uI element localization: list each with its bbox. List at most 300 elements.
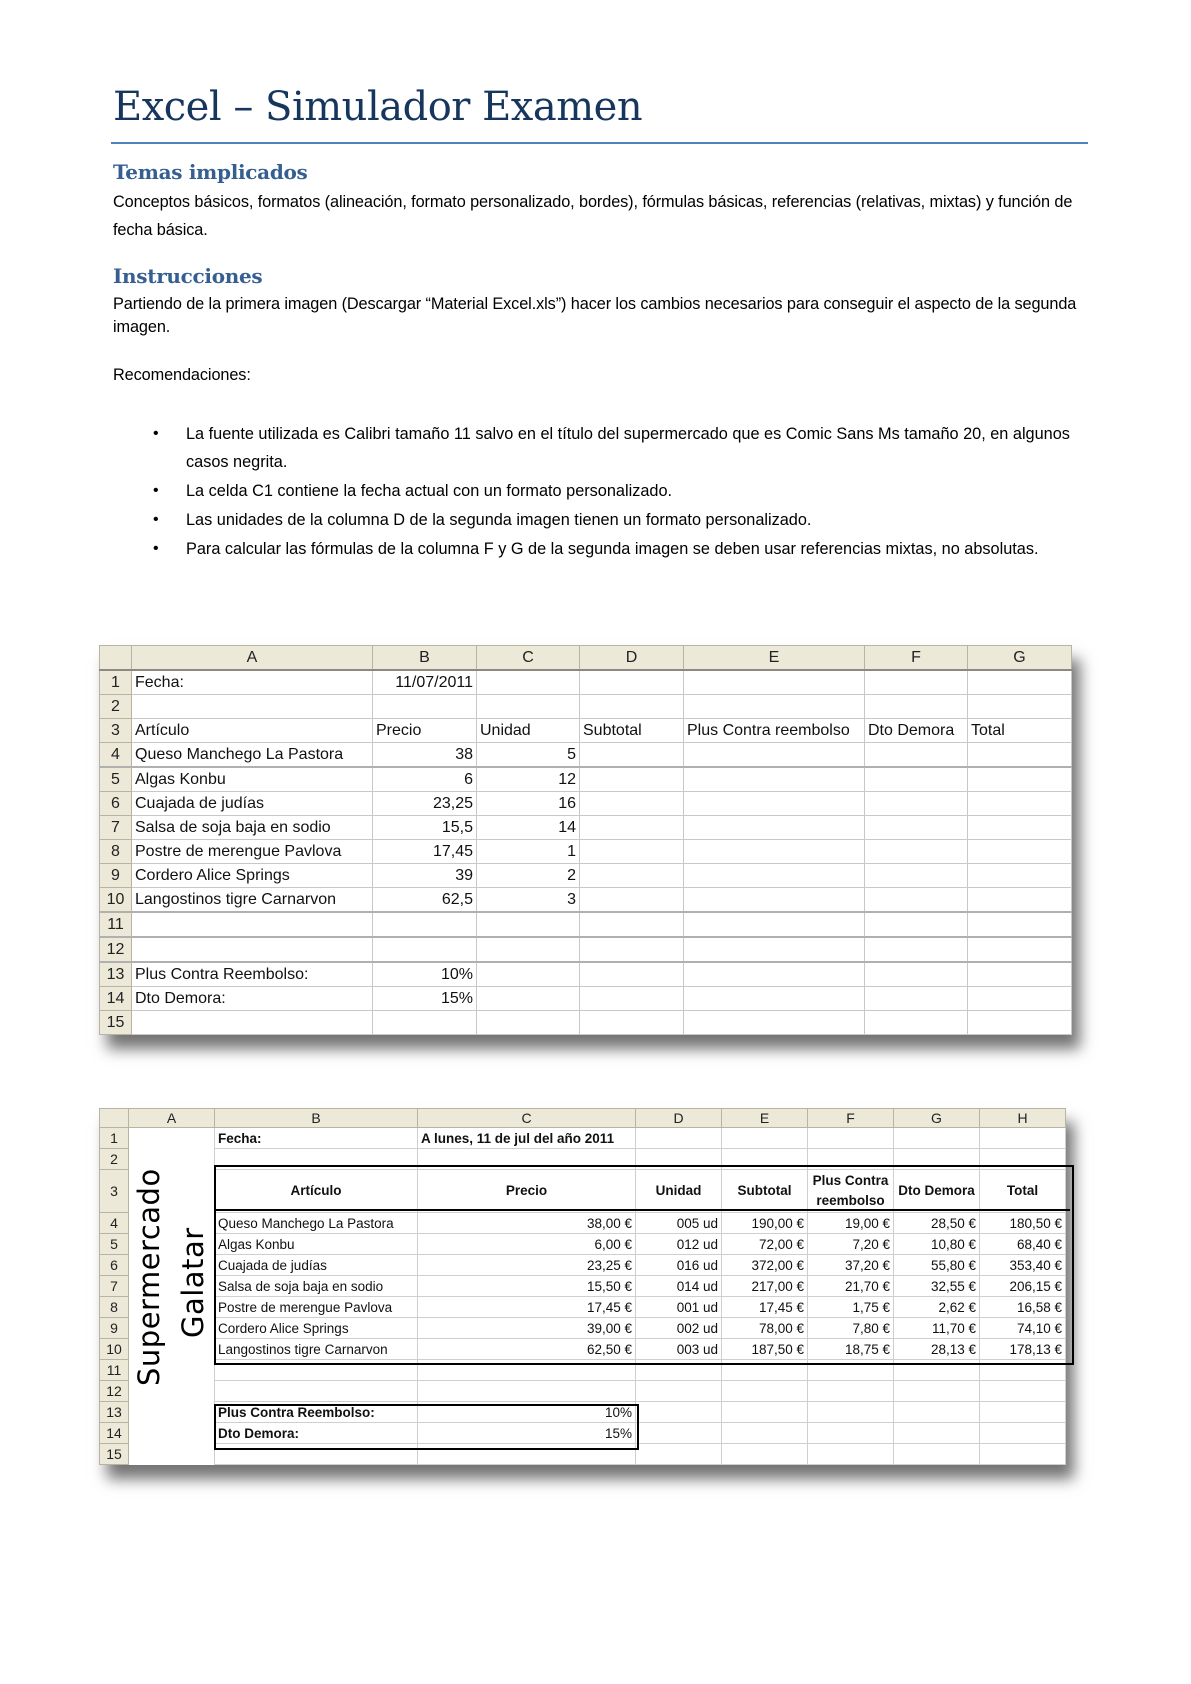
recommendation-item: • La celda C1 contiene la fecha actual con un formato personalizado. xyxy=(113,477,1093,505)
cell-d8[interactable]: 001 ud xyxy=(636,1297,722,1318)
sheet-row xyxy=(100,816,1072,840)
recommendation-item: • La fuente utilizada es Calibri tamaño 11 salvo en el título del supermercado que es Comic Sans Ms tamaño 20, en algunos casos negrita. xyxy=(113,420,1093,476)
cell-c13[interactable] xyxy=(477,962,580,987)
cell-b9[interactable]: Cordero Alice Springs xyxy=(215,1318,418,1339)
cell-a2[interactable] xyxy=(132,695,373,719)
cell-f2[interactable] xyxy=(808,1149,894,1170)
cell-a2[interactable] xyxy=(129,1149,215,1170)
row-header[interactable]: 6 xyxy=(100,1255,129,1276)
cell-a3[interactable]: Artículo xyxy=(132,719,373,743)
cell-f12[interactable] xyxy=(865,937,968,962)
cell-g4[interactable] xyxy=(968,743,1072,768)
cell-e2[interactable] xyxy=(684,695,865,719)
cell-b14[interactable]: Dto Demora: xyxy=(215,1423,418,1444)
document-title: Excel – Simulador Examen xyxy=(113,84,643,130)
cell-f5[interactable]: 7,20 € xyxy=(808,1234,894,1255)
cell-g5[interactable] xyxy=(968,767,1072,792)
cell-f3[interactable]: Dto Demora xyxy=(865,719,968,743)
cell-g7[interactable] xyxy=(968,816,1072,840)
cell-g12[interactable] xyxy=(968,937,1072,962)
cell-e1[interactable] xyxy=(684,670,865,695)
section-body-temas: Conceptos básicos, formatos (alineación, formato personalizado, bordes), fórmulas básicas, referencias (relativas, mixtas) y función de fecha básica. xyxy=(113,193,1073,239)
cell-b8[interactable]: 17,45 xyxy=(373,840,477,864)
spreadsheet-original xyxy=(99,645,1072,1035)
section-body-instrucciones: Partiendo de la primera imagen (Descargar “Material Excel.xls”) hacer los cambios necesarios para conseguir el aspecto de la segunda imagen. xyxy=(113,295,1077,336)
cell-d6[interactable] xyxy=(580,792,684,816)
cell-b4[interactable]: 38 xyxy=(373,743,477,768)
select-all-corner[interactable] xyxy=(100,646,132,671)
cell-d15[interactable] xyxy=(636,1444,722,1465)
sheet-row xyxy=(100,1213,1066,1234)
cell-g13[interactable] xyxy=(968,962,1072,987)
cell-g1[interactable] xyxy=(968,670,1072,695)
sheet-row xyxy=(100,1381,1066,1402)
cell-h11[interactable] xyxy=(980,1360,1066,1381)
cell-f9[interactable] xyxy=(865,864,968,888)
cell-e8[interactable] xyxy=(684,840,865,864)
cell-g5[interactable]: 10,80 € xyxy=(894,1234,980,1255)
cell-h7[interactable]: 206,15 € xyxy=(980,1276,1066,1297)
cell-d1[interactable] xyxy=(580,670,684,695)
column-header-d[interactable]: D xyxy=(580,646,684,671)
cell-e15[interactable] xyxy=(684,1011,865,1035)
cell-c15[interactable] xyxy=(418,1444,636,1465)
cell-e3[interactable]: Subtotal xyxy=(722,1170,808,1213)
cell-c12[interactable] xyxy=(418,1381,636,1402)
cell-a14[interactable]: Dto Demora: xyxy=(132,987,373,1011)
cell-b14[interactable]: 15% xyxy=(373,987,477,1011)
cell-e9[interactable] xyxy=(684,864,865,888)
cell-d4[interactable] xyxy=(580,743,684,768)
cell-b13[interactable]: Plus Contra Reembolso: xyxy=(215,1402,418,1423)
cell-c10[interactable]: 62,50 € xyxy=(418,1339,636,1360)
cell-d9[interactable]: 002 ud xyxy=(636,1318,722,1339)
cell-b8[interactable]: Postre de merengue Pavlova xyxy=(215,1297,418,1318)
row-header[interactable]: 13 xyxy=(100,962,132,987)
cell-c12[interactable] xyxy=(477,937,580,962)
cell-g2[interactable] xyxy=(894,1149,980,1170)
cell-f13[interactable] xyxy=(808,1402,894,1423)
cell-e10[interactable] xyxy=(684,888,865,913)
sheet-row xyxy=(100,1255,1066,1276)
row-header[interactable]: 7 xyxy=(100,816,132,840)
cell-d5[interactable]: 012 ud xyxy=(636,1234,722,1255)
cell-d12[interactable] xyxy=(580,937,684,962)
cell-c3[interactable]: Unidad xyxy=(477,719,580,743)
cell-g15[interactable] xyxy=(968,1011,1072,1035)
cell-d14[interactable] xyxy=(636,1423,722,1444)
sheet-row xyxy=(100,962,1072,987)
sheet-row xyxy=(100,1276,1066,1297)
row-header[interactable]: 12 xyxy=(100,937,132,962)
cell-g6[interactable]: 55,80 € xyxy=(894,1255,980,1276)
cell-d6[interactable]: 016 ud xyxy=(636,1255,722,1276)
cell-g7[interactable]: 32,55 € xyxy=(894,1276,980,1297)
sheet-row xyxy=(100,719,1072,743)
cell-f14[interactable] xyxy=(808,1423,894,1444)
cell-e7[interactable]: 217,00 € xyxy=(722,1276,808,1297)
row-header[interactable]: 14 xyxy=(100,987,132,1011)
cell-e6[interactable] xyxy=(684,792,865,816)
cell-e5[interactable] xyxy=(684,767,865,792)
cell-g14[interactable] xyxy=(968,987,1072,1011)
cell-a5[interactable]: Algas Konbu xyxy=(132,767,373,792)
cell-b7[interactable]: Salsa de soja baja en sodio xyxy=(215,1276,418,1297)
cell-c2[interactable] xyxy=(477,695,580,719)
cell-b5[interactable]: Algas Konbu xyxy=(215,1234,418,1255)
cell-d13[interactable] xyxy=(580,962,684,987)
bullet-icon: • xyxy=(153,511,159,528)
cell-d3[interactable]: Subtotal xyxy=(580,719,684,743)
cell-h9[interactable]: 74,10 € xyxy=(980,1318,1066,1339)
cell-a13[interactable] xyxy=(129,1402,215,1423)
column-header-a[interactable]: A xyxy=(132,646,373,671)
cell-d3[interactable]: Unidad xyxy=(636,1170,722,1213)
cell-e14[interactable] xyxy=(684,987,865,1011)
cell-b12[interactable] xyxy=(215,1381,418,1402)
row-header[interactable]: 12 xyxy=(100,1381,129,1402)
cell-g2[interactable] xyxy=(968,695,1072,719)
cell-g3[interactable]: Total xyxy=(968,719,1072,743)
cell-c13[interactable]: 10% xyxy=(418,1402,636,1423)
cell-h13[interactable] xyxy=(980,1402,1066,1423)
row-header[interactable]: 10 xyxy=(100,888,132,913)
sheet-row xyxy=(100,767,1072,792)
recommendations-list xyxy=(113,420,1093,564)
bullet-icon: • xyxy=(153,425,159,442)
cell-e1[interactable] xyxy=(722,1128,808,1149)
cell-g3[interactable]: Dto Demora xyxy=(894,1170,980,1213)
sheet-row xyxy=(100,840,1072,864)
cell-c10[interactable]: 3 xyxy=(477,888,580,913)
column-header-g[interactable]: G xyxy=(968,646,1072,671)
cell-f13[interactable] xyxy=(865,962,968,987)
cell-e15[interactable] xyxy=(722,1444,808,1465)
cell-d10[interactable]: 003 ud xyxy=(636,1339,722,1360)
cell-a9[interactable]: Cordero Alice Springs xyxy=(132,864,373,888)
column-header-c[interactable]: C xyxy=(418,1109,636,1128)
sheet-row xyxy=(100,1149,1066,1170)
cell-h6[interactable]: 353,40 € xyxy=(980,1255,1066,1276)
row-header[interactable]: 14 xyxy=(100,1423,129,1444)
cell-h1[interactable] xyxy=(980,1128,1066,1149)
cell-d7[interactable]: 014 ud xyxy=(636,1276,722,1297)
column-header-b[interactable]: B xyxy=(215,1109,418,1128)
sheet-row xyxy=(100,743,1072,768)
cell-g11[interactable] xyxy=(894,1360,980,1381)
cell-f11[interactable] xyxy=(808,1360,894,1381)
cell-b3[interactable]: Precio xyxy=(373,719,477,743)
cell-a8[interactable]: Postre de merengue Pavlova xyxy=(132,840,373,864)
cell-c7[interactable]: 15,50 € xyxy=(418,1276,636,1297)
cell-b2[interactable] xyxy=(373,695,477,719)
cell-b1[interactable]: Fecha: xyxy=(215,1128,418,1149)
cell-d15[interactable] xyxy=(580,1011,684,1035)
cell-h5[interactable]: 68,40 € xyxy=(980,1234,1066,1255)
cell-e2[interactable] xyxy=(722,1149,808,1170)
cell-f2[interactable] xyxy=(865,695,968,719)
cell-f10[interactable]: 18,75 € xyxy=(808,1339,894,1360)
sheet-row xyxy=(100,695,1072,719)
cell-b6[interactable]: Cuajada de judías xyxy=(215,1255,418,1276)
cell-a12[interactable] xyxy=(132,937,373,962)
column-header-g[interactable]: G xyxy=(894,1109,980,1128)
sheet-row xyxy=(100,1444,1066,1465)
cell-g12[interactable] xyxy=(894,1381,980,1402)
cell-h10[interactable]: 178,13 € xyxy=(980,1339,1066,1360)
row-header[interactable]: 4 xyxy=(100,1213,129,1234)
cell-e14[interactable] xyxy=(722,1423,808,1444)
cell-b7[interactable]: 15,5 xyxy=(373,816,477,840)
cell-e4[interactable]: 190,00 € xyxy=(722,1213,808,1234)
cell-c11[interactable] xyxy=(418,1360,636,1381)
cell-f10[interactable] xyxy=(865,888,968,913)
cell-d13[interactable] xyxy=(636,1402,722,1423)
column-header-d[interactable]: D xyxy=(636,1109,722,1128)
cell-c11[interactable] xyxy=(477,912,580,937)
row-header[interactable]: 8 xyxy=(100,840,132,864)
cell-e12[interactable] xyxy=(722,1381,808,1402)
cell-f7[interactable] xyxy=(865,816,968,840)
cell-g4[interactable]: 28,50 € xyxy=(894,1213,980,1234)
recommendation-item: • Para calcular las fórmulas de la columna F y G de la segunda imagen se deben usar referencias mixtas, no absolutas. xyxy=(113,535,1093,563)
row-header[interactable]: 5 xyxy=(100,1234,129,1255)
spreadsheet-target-grid xyxy=(99,1108,1066,1465)
cell-a1[interactable]: Fecha: xyxy=(132,670,373,695)
cell-e13[interactable] xyxy=(722,1402,808,1423)
cell-h2[interactable] xyxy=(980,1149,1066,1170)
cell-f4[interactable] xyxy=(865,743,968,768)
cell-b9[interactable]: 39 xyxy=(373,864,477,888)
cell-f4[interactable]: 19,00 € xyxy=(808,1213,894,1234)
cell-g11[interactable] xyxy=(968,912,1072,937)
cell-f8[interactable] xyxy=(865,840,968,864)
cell-g1[interactable] xyxy=(894,1128,980,1149)
sheet-row xyxy=(100,1402,1066,1423)
cell-b2[interactable] xyxy=(215,1149,418,1170)
cell-b5[interactable]: 6 xyxy=(373,767,477,792)
row-header[interactable]: 3 xyxy=(100,719,132,743)
cell-c5[interactable]: 12 xyxy=(477,767,580,792)
cell-c8[interactable]: 17,45 € xyxy=(418,1297,636,1318)
cell-c9[interactable]: 39,00 € xyxy=(418,1318,636,1339)
cell-f15[interactable] xyxy=(808,1444,894,1465)
cell-f5[interactable] xyxy=(865,767,968,792)
cell-b11[interactable] xyxy=(373,912,477,937)
row-header[interactable]: 15 xyxy=(100,1011,132,1035)
cell-e4[interactable] xyxy=(684,743,865,768)
cell-d11[interactable] xyxy=(636,1360,722,1381)
cell-c8[interactable]: 1 xyxy=(477,840,580,864)
sheet-row xyxy=(100,1339,1066,1360)
row-header[interactable]: 1 xyxy=(100,1128,129,1149)
cell-e12[interactable] xyxy=(684,937,865,962)
cell-g9[interactable]: 11,70 € xyxy=(894,1318,980,1339)
cell-c2[interactable] xyxy=(418,1149,636,1170)
recommendation-item: • Las unidades de la columna D de la segunda imagen tienen un formato personalizado. xyxy=(113,506,1093,534)
sheet-row xyxy=(100,1360,1066,1381)
cell-h8[interactable]: 16,58 € xyxy=(980,1297,1066,1318)
column-header-h[interactable]: H xyxy=(980,1109,1066,1128)
row-header[interactable]: 8 xyxy=(100,1297,129,1318)
cell-g8[interactable]: 2,62 € xyxy=(894,1297,980,1318)
cell-e9[interactable]: 78,00 € xyxy=(722,1318,808,1339)
cell-d2[interactable] xyxy=(580,695,684,719)
cell-d9[interactable] xyxy=(580,864,684,888)
cell-b15[interactable] xyxy=(215,1444,418,1465)
cell-g9[interactable] xyxy=(968,864,1072,888)
cell-d11[interactable] xyxy=(580,912,684,937)
bullet-icon: • xyxy=(153,540,159,557)
cell-e13[interactable] xyxy=(684,962,865,987)
cell-g13[interactable] xyxy=(894,1402,980,1423)
cell-c14[interactable]: 15% xyxy=(418,1423,636,1444)
cell-c4[interactable]: 38,00 € xyxy=(418,1213,636,1234)
cell-f1[interactable] xyxy=(865,670,968,695)
row-header[interactable]: 10 xyxy=(100,1339,129,1360)
sheet-row xyxy=(100,1128,1066,1149)
sheet-row xyxy=(100,670,1072,695)
cell-h4[interactable]: 180,50 € xyxy=(980,1213,1066,1234)
cell-f15[interactable] xyxy=(865,1011,968,1035)
cell-e5[interactable]: 72,00 € xyxy=(722,1234,808,1255)
row-header[interactable]: 9 xyxy=(100,864,132,888)
cell-a15[interactable] xyxy=(132,1011,373,1035)
cell-e11[interactable] xyxy=(722,1360,808,1381)
cell-a1[interactable] xyxy=(129,1128,215,1149)
cell-e8[interactable]: 17,45 € xyxy=(722,1297,808,1318)
cell-b15[interactable] xyxy=(373,1011,477,1035)
cell-g8[interactable] xyxy=(968,840,1072,864)
cell-c4[interactable]: 5 xyxy=(477,743,580,768)
row-header[interactable]: 4 xyxy=(100,743,132,768)
row-header[interactable]: 2 xyxy=(100,1149,129,1170)
cell-g6[interactable] xyxy=(968,792,1072,816)
row-header[interactable]: 9 xyxy=(100,1318,129,1339)
cell-h15[interactable] xyxy=(980,1444,1066,1465)
column-header-f[interactable]: F xyxy=(808,1109,894,1128)
row-header[interactable]: 2 xyxy=(100,695,132,719)
row-header[interactable]: 11 xyxy=(100,1360,129,1381)
cell-a14[interactable] xyxy=(129,1423,215,1444)
cell-d8[interactable] xyxy=(580,840,684,864)
row-header[interactable]: 11 xyxy=(100,912,132,937)
cell-b13[interactable]: 10% xyxy=(373,962,477,987)
cell-c1[interactable] xyxy=(477,670,580,695)
cell-f12[interactable] xyxy=(808,1381,894,1402)
row-header[interactable]: 15 xyxy=(100,1444,129,1465)
cell-d12[interactable] xyxy=(636,1381,722,1402)
cell-h12[interactable] xyxy=(980,1381,1066,1402)
spreadsheet-original-grid xyxy=(99,645,1072,1035)
cell-f1[interactable] xyxy=(808,1128,894,1149)
cell-c6[interactable]: 16 xyxy=(477,792,580,816)
cell-f9[interactable]: 7,80 € xyxy=(808,1318,894,1339)
cell-f7[interactable]: 21,70 € xyxy=(808,1276,894,1297)
cell-e6[interactable]: 372,00 € xyxy=(722,1255,808,1276)
cell-g10[interactable]: 28,13 € xyxy=(894,1339,980,1360)
store-title-line2: Galatar xyxy=(176,1227,210,1338)
sheet-row xyxy=(100,1170,1066,1213)
cell-f6[interactable] xyxy=(865,792,968,816)
cell-f8[interactable]: 1,75 € xyxy=(808,1297,894,1318)
section-heading-instrucciones: Instrucciones xyxy=(113,264,263,288)
cell-a15[interactable] xyxy=(129,1444,215,1465)
column-header-b[interactable]: B xyxy=(373,646,477,671)
sheet-row xyxy=(100,792,1072,816)
cell-b10[interactable]: Langostinos tigre Carnarvon xyxy=(215,1339,418,1360)
sheet-row xyxy=(100,1011,1072,1035)
cell-a13[interactable]: Plus Contra Reembolso: xyxy=(132,962,373,987)
row-header[interactable]: 3 xyxy=(100,1170,129,1213)
cell-d1[interactable] xyxy=(636,1128,722,1149)
row-header[interactable]: 6 xyxy=(100,792,132,816)
cell-a7[interactable]: Salsa de soja baja en sodio xyxy=(132,816,373,840)
cell-a4[interactable]: Queso Manchego La Pastora xyxy=(132,743,373,768)
select-all-corner[interactable] xyxy=(100,1109,129,1128)
cell-e10[interactable]: 187,50 € xyxy=(722,1339,808,1360)
cell-d10[interactable] xyxy=(580,888,684,913)
cell-b3[interactable]: Artículo xyxy=(215,1170,418,1213)
cell-b11[interactable] xyxy=(215,1360,418,1381)
cell-c15[interactable] xyxy=(477,1011,580,1035)
cell-b10[interactable]: 62,5 xyxy=(373,888,477,913)
column-header-f[interactable]: F xyxy=(865,646,968,671)
column-header-c[interactable]: C xyxy=(477,646,580,671)
cell-b4[interactable]: Queso Manchego La Pastora xyxy=(215,1213,418,1234)
column-header-e[interactable]: E xyxy=(684,646,865,671)
cell-c6[interactable]: 23,25 € xyxy=(418,1255,636,1276)
cell-f6[interactable]: 37,20 € xyxy=(808,1255,894,1276)
cell-e3[interactable]: Plus Contra reembolso xyxy=(684,719,865,743)
cell-b12[interactable] xyxy=(373,937,477,962)
column-header-a[interactable]: A xyxy=(129,1109,215,1128)
cell-f3[interactable]: Plus Contra reembolso xyxy=(808,1170,894,1213)
cell-e11[interactable] xyxy=(684,912,865,937)
cell-b1[interactable]: 11/07/2011 xyxy=(373,670,477,695)
cell-c3[interactable]: Precio xyxy=(418,1170,636,1213)
cell-d4[interactable]: 005 ud xyxy=(636,1213,722,1234)
cell-b6[interactable]: 23,25 xyxy=(373,792,477,816)
cell-e7[interactable] xyxy=(684,816,865,840)
cell-g10[interactable] xyxy=(968,888,1072,913)
cell-h14[interactable] xyxy=(980,1423,1066,1444)
cell-a6[interactable]: Cuajada de judías xyxy=(132,792,373,816)
cell-c5[interactable]: 6,00 € xyxy=(418,1234,636,1255)
cell-d7[interactable] xyxy=(580,816,684,840)
cell-f11[interactable] xyxy=(865,912,968,937)
row-header[interactable]: 5 xyxy=(100,767,132,792)
cell-d14[interactable] xyxy=(580,987,684,1011)
cell-f14[interactable] xyxy=(865,987,968,1011)
sheet-row xyxy=(100,864,1072,888)
cell-d2[interactable] xyxy=(636,1149,722,1170)
cell-c1[interactable]: A lunes, 11 de jul del año 2011 xyxy=(418,1128,636,1149)
cell-a10[interactable]: Langostinos tigre Carnarvon xyxy=(132,888,373,913)
cell-a11[interactable] xyxy=(132,912,373,937)
cell-c7[interactable]: 14 xyxy=(477,816,580,840)
cell-h3[interactable]: Total xyxy=(980,1170,1066,1213)
cell-c14[interactable] xyxy=(477,987,580,1011)
row-header[interactable]: 13 xyxy=(100,1402,129,1423)
row-header[interactable]: 7 xyxy=(100,1276,129,1297)
column-header-e[interactable]: E xyxy=(722,1109,808,1128)
cell-g15[interactable] xyxy=(894,1444,980,1465)
cell-g14[interactable] xyxy=(894,1423,980,1444)
cell-d5[interactable] xyxy=(580,767,684,792)
row-header[interactable]: 1 xyxy=(100,670,132,695)
cell-c9[interactable]: 2 xyxy=(477,864,580,888)
